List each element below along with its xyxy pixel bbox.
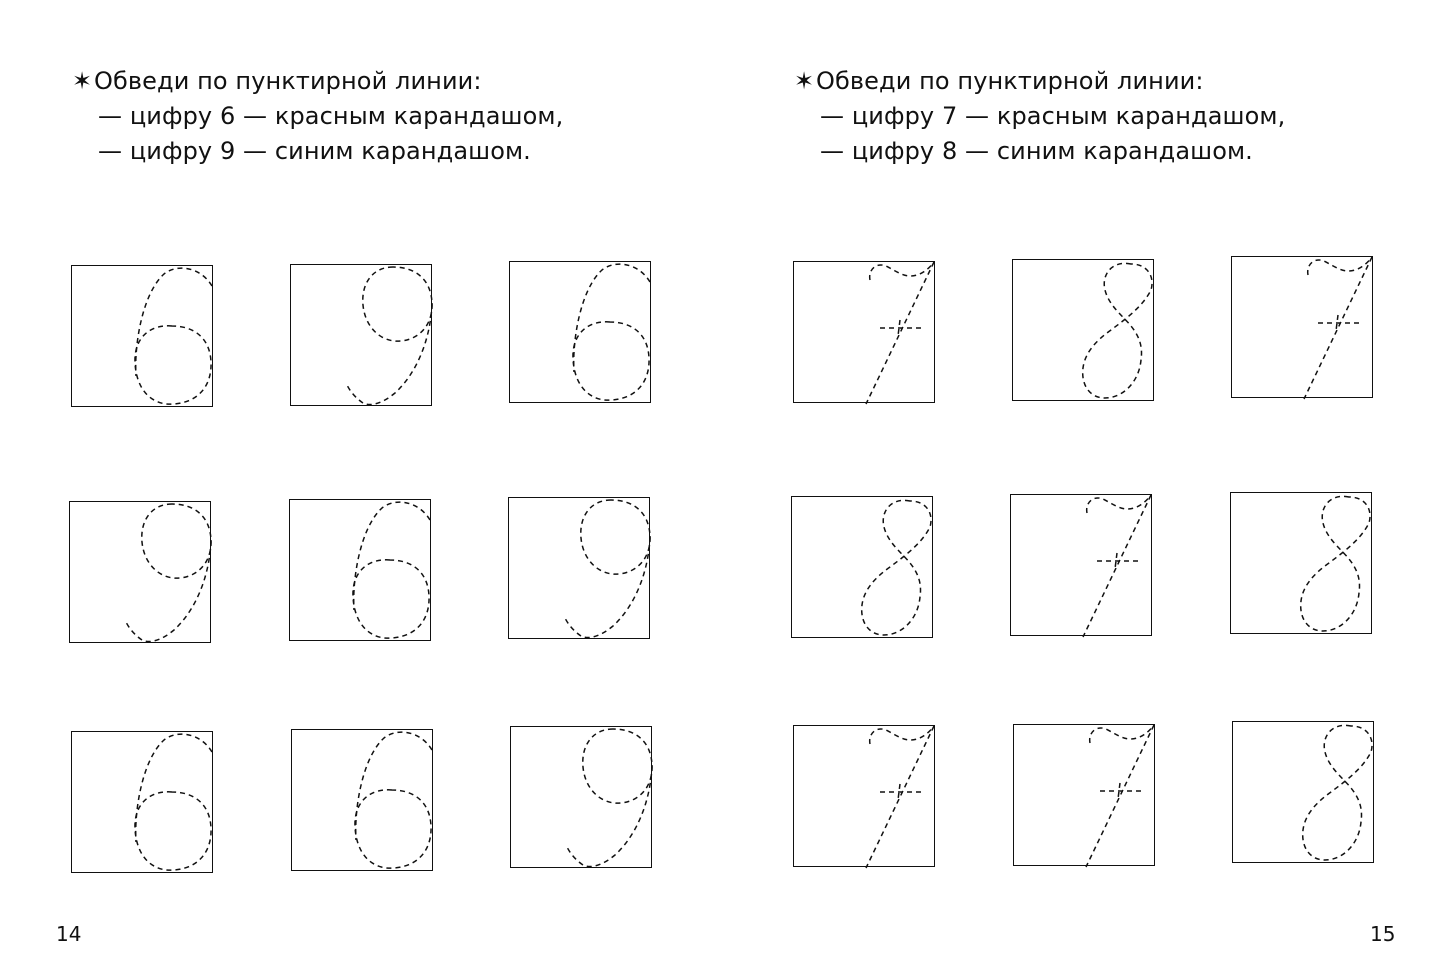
dashed-digit-8 [1233, 722, 1375, 864]
digit-stroke [581, 500, 650, 574]
dashed-digit-7 [1232, 257, 1374, 399]
trace-box [1010, 494, 1152, 636]
digit-stroke [354, 502, 430, 610]
trace-box [1230, 492, 1372, 634]
trace-box [793, 261, 935, 403]
digit-stroke [363, 267, 432, 341]
trace-box [1012, 259, 1154, 401]
digit-stroke [870, 726, 934, 744]
dashed-digit-8 [792, 497, 934, 639]
digit-stroke [1303, 725, 1372, 860]
digit-stroke [1083, 495, 1151, 637]
trace-box [508, 497, 650, 639]
dashed-digit-8 [1231, 493, 1373, 635]
trace-box [291, 729, 433, 871]
page-number: 14 [56, 922, 82, 946]
star-icon: ✶ [72, 67, 93, 95]
digit-stroke [862, 500, 931, 635]
digit-stroke [355, 790, 431, 868]
instruction-line: — цифру 7 — красным карандашом, [820, 102, 1286, 130]
digit-stroke [866, 262, 934, 404]
digit-stroke [126, 540, 211, 642]
dashed-digit-6 [510, 262, 652, 404]
dashed-digit-6 [72, 266, 214, 408]
digit-stroke [574, 264, 650, 372]
trace-box [791, 496, 933, 638]
digit-stroke [1086, 725, 1154, 867]
right-instructions [794, 64, 1285, 169]
digit-stroke [347, 303, 432, 405]
dashed-digit-7 [794, 726, 936, 868]
trace-box [1013, 724, 1155, 866]
trace-box [1231, 256, 1373, 398]
instruction-title: ✶Обведи по пунктирной линии: [794, 64, 1285, 99]
digit-stroke [135, 326, 211, 404]
trace-box [69, 501, 211, 643]
dashed-digit-8 [1013, 260, 1155, 402]
dashed-digit-7 [1011, 495, 1153, 637]
instruction-line: — цифру 6 — красным карандашом, [98, 102, 564, 130]
digit-stroke [1308, 257, 1372, 275]
instruction-line: — цифру 9 — синим карандашом. [98, 137, 531, 165]
star-icon: ✶ [794, 67, 815, 95]
digit-stroke [567, 765, 652, 867]
trace-box [290, 264, 432, 406]
trace-box [71, 265, 213, 407]
trace-box [793, 725, 935, 867]
digit-stroke [583, 729, 652, 803]
digit-stroke [136, 734, 212, 842]
trace-box [510, 726, 652, 868]
digit-stroke [1087, 495, 1151, 513]
dashed-digit-9 [291, 265, 433, 407]
digit-stroke [565, 536, 650, 638]
digit-stroke [866, 726, 934, 868]
dashed-digit-9 [509, 498, 651, 640]
dashed-digit-7 [794, 262, 936, 404]
dashed-digit-6 [290, 500, 432, 642]
digit-stroke [142, 504, 211, 578]
instruction-line: — цифру 8 — синим карандашом. [820, 137, 1253, 165]
digit-stroke [870, 262, 934, 280]
digit-stroke [573, 322, 649, 400]
digit-stroke [136, 268, 212, 376]
dashed-digit-9 [70, 502, 212, 644]
trace-box [71, 731, 213, 873]
dashed-digit-9 [511, 727, 653, 869]
trace-box [1232, 721, 1374, 863]
dashed-digit-6 [72, 732, 214, 874]
instruction-title: ✶Обведи по пунктирной линии: [72, 64, 563, 99]
digit-stroke [1083, 263, 1152, 398]
dashed-digit-6 [292, 730, 434, 872]
digit-stroke [356, 732, 432, 840]
left-instructions [72, 64, 563, 169]
digit-stroke [1090, 725, 1154, 743]
digit-stroke [353, 560, 429, 638]
digit-stroke [1301, 496, 1370, 631]
digit-stroke [135, 792, 211, 870]
trace-box [289, 499, 431, 641]
trace-box [509, 261, 651, 403]
dashed-digit-7 [1014, 725, 1156, 867]
digit-stroke [1304, 257, 1372, 399]
page-number: 15 [1370, 922, 1396, 946]
